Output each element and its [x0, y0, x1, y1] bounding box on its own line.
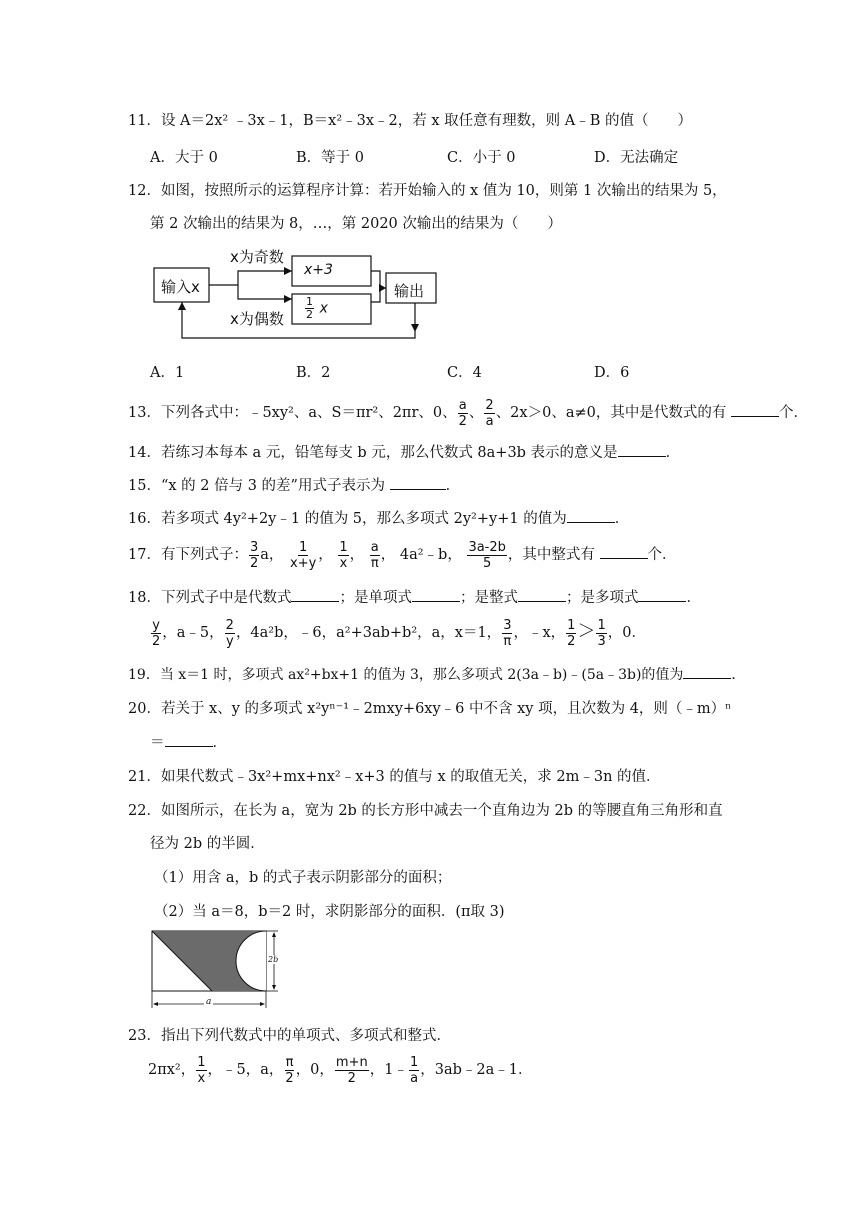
shaded-rectangle-figure	[148, 928, 288, 1012]
option-b: B．等于 0	[296, 150, 364, 166]
q-text: ．	[686, 590, 701, 606]
question-22-line2: 径为 2b 的半圆．	[150, 836, 265, 852]
option-d: D．无法确定	[594, 150, 679, 166]
label-2b: 2b	[268, 955, 279, 964]
q-text: 、	[468, 405, 484, 421]
question-15	[128, 475, 460, 496]
q-text: 2πx²，	[148, 1062, 196, 1078]
question-22	[128, 801, 723, 821]
question-14	[128, 442, 680, 463]
answer-blank[interactable]	[567, 508, 615, 523]
q-text: ，3ab﹣2a﹣1．	[420, 1062, 533, 1078]
option-b: B．2	[296, 365, 331, 381]
fraction: $\frac{2}{y}$	[225, 617, 234, 649]
answer-blank[interactable]	[618, 442, 666, 457]
fraction: $\frac{1}{x+y}$	[290, 539, 317, 571]
q-number: 14．	[128, 445, 161, 461]
answer-blank[interactable]	[390, 475, 446, 490]
rectangle-diagram	[148, 928, 288, 1012]
q-text: ＞	[577, 621, 596, 642]
q-text: a，	[260, 547, 284, 563]
fraction: $\frac{3a-2b}{5}$	[468, 539, 506, 571]
q-text: ，0，	[295, 1062, 334, 1078]
flow-output-box: 输出	[394, 282, 425, 300]
q-text: 设 A＝2x² ﹣3x﹣1，B＝x²﹣3x﹣2，若 x 取任意有理数，则 A﹣B 的值（ ）	[160, 113, 692, 129]
q-text: ，a﹣5，	[162, 625, 224, 641]
flow-input-box: 输入x	[161, 278, 200, 296]
q-text: 若关于 x、y 的多项式 x²yⁿ⁻¹﹣2mxy+6xy﹣6 中不含 xy 项，且次数为 4，则（﹣m）ⁿ	[160, 701, 732, 717]
flow-half-box: $\frac{1}{2}$ x	[306, 295, 328, 321]
question-11	[128, 111, 692, 131]
question-18	[128, 587, 701, 608]
q-text: ．	[665, 445, 681, 461]
q-text: ．	[614, 511, 630, 527]
fraction: $\frac{3}{\pi}$	[503, 617, 512, 649]
fraction: $\frac{3}{2}$	[249, 539, 259, 571]
fraction: $\frac{y}{2}$	[152, 617, 161, 649]
label-a: a	[206, 997, 212, 1007]
q-text: ，4a²b，﹣6，a²+3ab+b²，a，x＝1，	[235, 625, 502, 641]
option-a: A．大于 0	[150, 150, 218, 166]
fraction: $\frac{1}{2}$	[567, 617, 576, 649]
q-text: 若多项式 4y²+2y﹣1 的值为 5，那么多项式 2y²+y+1 的值为	[160, 511, 567, 527]
q-text: 如图所示，在长为 a，宽为 2b 的长方形中减去一个直角边为 2b 的等腰直角三角形和直	[160, 803, 723, 819]
answer-blank[interactable]	[291, 587, 339, 602]
q-text: ；是多项式	[565, 590, 639, 606]
q-text: 个．	[647, 547, 677, 563]
q-text: 若练习本每本 a 元，铅笔每支 b 元，那么代数式 8a+3b 表示的意义是	[160, 445, 618, 461]
q-text: 指出下列代数式中的单项式、多项式和整式．	[160, 1028, 451, 1044]
q-text: 有下列式子：	[160, 547, 248, 563]
flowchart	[150, 240, 450, 350]
question-20	[128, 699, 731, 719]
q-text: 当 x＝1 时，多项式 ax²+bx+1 的值为 3，那么多项式 2(3a﹣b)﹣(5a﹣3b)的值为	[159, 667, 684, 683]
question-19	[128, 664, 745, 685]
fraction: $\frac{2}{a}$	[485, 397, 494, 429]
q-number: 22．	[128, 803, 161, 819]
q-number: 16．	[128, 511, 161, 527]
answer-blank[interactable]	[165, 732, 213, 747]
question-23	[128, 1026, 451, 1046]
q-number: 21．	[128, 769, 161, 785]
answer-blank[interactable]	[412, 587, 460, 602]
q-text: 下列式子中是代数式	[160, 590, 292, 606]
q-text: ，其中整式有	[507, 547, 595, 563]
question-22-part2: （2）当 a＝8，b＝2 时，求阴影部分的面积．(π取 3)	[154, 904, 505, 920]
q-text: 、2x＞0、a≠0，其中是代数式的有	[495, 405, 727, 421]
fraction: $\frac{1}{3}$	[597, 617, 606, 649]
q-number: 11．	[128, 113, 161, 129]
question-22-part1: （1）用含 a，b 的式子表示阴影部分的面积；	[154, 870, 452, 886]
q-text: ，﹣x，	[513, 625, 566, 641]
question-16	[128, 508, 629, 529]
question-20-line2	[150, 732, 227, 753]
q-text: ＝	[150, 735, 165, 751]
q-text: ，0．	[607, 625, 646, 641]
question-12-line2: 第 2 次输出的结果为 8，…，第 2020 次输出的结果为（ ）	[150, 216, 562, 232]
q-text: 4a²﹣b，	[399, 547, 462, 563]
q-text: ，1﹣	[369, 1062, 408, 1078]
fraction: $\frac{1}{x}$	[197, 1054, 206, 1086]
question-23-expressions	[148, 1050, 532, 1090]
fraction: $\frac{a}{\pi}$	[370, 539, 379, 571]
option-a: A．1	[150, 365, 185, 381]
q-text: ．	[212, 735, 227, 751]
answer-blank[interactable]	[638, 587, 686, 602]
q-number: 23．	[128, 1028, 161, 1044]
fraction: $\frac{1}{x}$	[339, 539, 348, 571]
q-number: 12．	[128, 183, 161, 199]
fraction: $\frac{\pi}{2}$	[285, 1054, 294, 1086]
q-text: 个．	[778, 405, 808, 421]
answer-blank[interactable]	[731, 402, 779, 417]
fraction: $\frac{a}{2}$	[458, 397, 467, 429]
option-c: C．小于 0	[447, 150, 516, 166]
q-text: 下列各式中：﹣5xy²、a、S＝πr²、2πr、0、	[160, 405, 457, 421]
flow-odd-label: x为奇数	[230, 248, 284, 266]
fraction: $\frac{1}{a}$	[409, 1054, 419, 1086]
q-text: ；是整式	[459, 590, 518, 606]
question-17: 17．有下列式子： $\frac{3}{2}$ a， $\frac{1}{x+y}$ ， $\frac{1}{x}$ ， $\frac{a}{\pi}$ ， 4a²﹣b， $\frac{3a-2b}{5}$ ，其中整式有 个．	[128, 539, 677, 571]
q-text: 如图，按照所示的运算程序计算：若开始输入的 x 值为 10，则第 1 次输出的结果为 5，	[160, 183, 727, 199]
answer-blank[interactable]	[600, 544, 648, 559]
question-13	[128, 395, 808, 431]
question-12	[128, 181, 727, 201]
q-number: 19．	[128, 667, 160, 683]
q-text: 如果代数式﹣3x²+mx+nx²﹣x+3 的值与 x 的取值无关，求 2m﹣3n 的值．	[160, 769, 661, 785]
question-21	[128, 767, 661, 787]
q-text: “x 的 2 倍与 3 的差”用式子表示为	[160, 478, 385, 494]
q-text: ；是单项式	[339, 590, 412, 606]
q-number: 17．	[128, 547, 161, 563]
fraction: $\frac{m+n}{2}$	[335, 1054, 368, 1086]
q-number: 20．	[128, 701, 161, 717]
answer-blank[interactable]	[518, 587, 566, 602]
q-text: ．	[731, 667, 746, 683]
q-text: ，﹣5，a，	[207, 1062, 284, 1078]
flow-even-label: x为偶数	[230, 310, 284, 328]
q-number: 15．	[128, 478, 161, 494]
answer-blank[interactable]	[683, 664, 731, 679]
q-number: 13．	[128, 405, 161, 421]
option-d: D．6	[594, 365, 630, 381]
question-18-expressions	[150, 612, 646, 653]
q-number: 18．	[128, 590, 161, 606]
flow-add-box: x+3	[304, 262, 333, 278]
option-c: C．4	[447, 365, 482, 381]
q-text: ．	[445, 478, 461, 494]
